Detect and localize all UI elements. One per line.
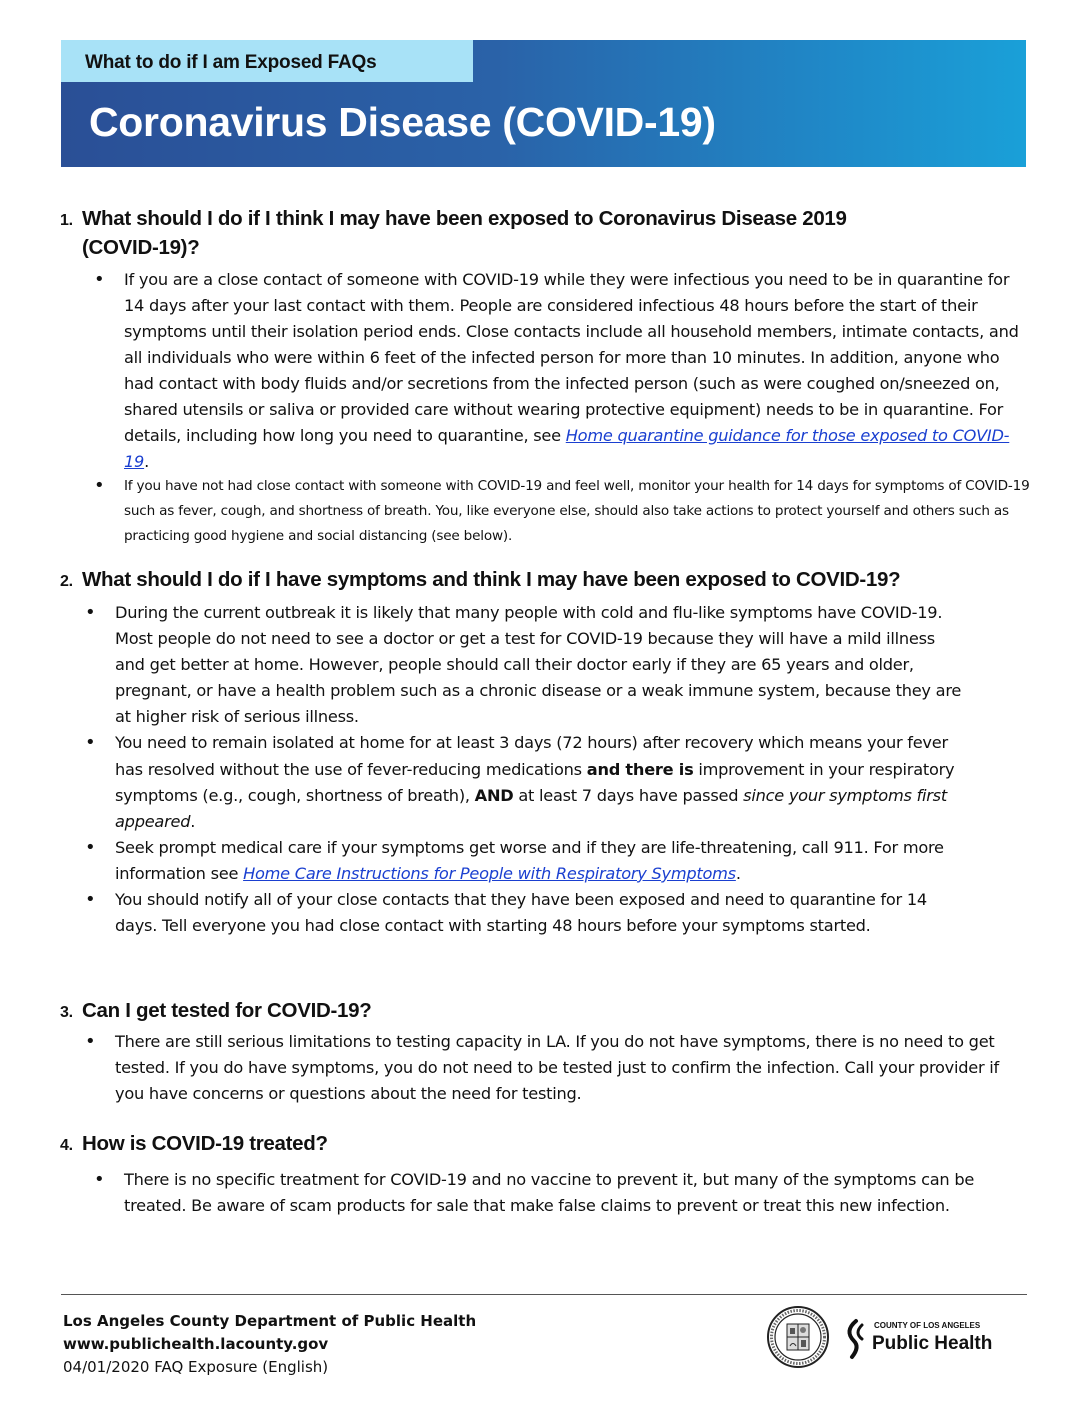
page-title: Coronavirus Disease (COVID-19)	[89, 99, 716, 145]
bullet-text: You should notify all of your close contacts that they have been exposed and need to quarantine for 14 days. Tell everyone you had close contact with starting 48 hours before your symptoms started.	[115, 890, 927, 936]
logo-top-text: COUNTY OF LOS ANGELES	[874, 1321, 981, 1330]
footer-divider	[61, 1294, 1027, 1295]
footer-org: Los Angeles County Department of Public Health	[63, 1312, 477, 1330]
list-item	[124, 1167, 1032, 1219]
public-health-logo	[842, 1313, 992, 1363]
bullet-punct: .	[190, 811, 196, 831]
list-item	[115, 835, 965, 887]
list-item	[115, 887, 965, 939]
question-number: 4.	[60, 1137, 73, 1154]
question-text: What should I do if I think I may have been exposed to Coronavirus Disease 2019	[82, 207, 847, 230]
bullet-text: Seek prompt medical care if your symptoms get worse and if they are life-threatening, call 911. For more information see	[115, 837, 944, 883]
header-tag: What to do if I am Exposed FAQs	[61, 40, 473, 82]
list-item	[124, 474, 1032, 548]
bullet-text: If you have not had close contact with someone with COVID-19 and feel well, monitor your health for 14 days for symptoms of COVID-19 such as fever, cough, and shortness of breath. You, like everyone else, should also take actions to protect yourself and others such as practicing good hygiene and social distancing (see below).	[124, 478, 1030, 544]
bullet-text: at least 7 days have passed	[513, 785, 744, 805]
bullet-text: improvement in your respiratory symptoms (e.g., cough, shortness of breath),	[115, 759, 955, 805]
question-text: Can I get tested for COVID-19?	[82, 999, 372, 1022]
bullet-text: You need to remain isolated at home for at least 3 days (72 hours) after recovery which means your fever has resolved without the use of fever-reducing medications	[115, 733, 948, 779]
question-number: 2.	[60, 573, 73, 590]
question-4	[60, 1130, 1040, 1159]
question-text: How is COVID-19 treated?	[82, 1132, 328, 1155]
question-1	[60, 205, 1040, 261]
bullet-text: There are still serious limitations to testing capacity in LA. If you do not have symptoms, there is no need to get tested. If you do have symptoms, you do not need to be tested just to confirm the infection. Call your provider if you have concerns or questions about the need for testing.	[115, 1032, 999, 1104]
question-number: 1.	[60, 212, 73, 229]
home-quarantine-guidance-link[interactable]: Home quarantine guidance for those exposed to COVID-19	[124, 426, 1010, 471]
list-item	[115, 600, 965, 730]
logo-main-text: Public Health	[872, 1333, 992, 1354]
bullet-italic: since your symptoms first appeared	[115, 785, 947, 831]
section-4-bullets	[124, 1167, 1032, 1219]
footer-url[interactable]: www.publichealth.lacounty.gov	[63, 1335, 329, 1353]
section-1-bullets	[124, 267, 1032, 548]
list-item	[115, 1029, 1030, 1107]
bullet-bold: and there is	[586, 759, 694, 779]
question-text-continued: (COVID-19)?	[82, 236, 200, 259]
header-banner	[61, 40, 1026, 167]
footer-date: 04/01/2020 FAQ Exposure (English)	[63, 1358, 329, 1376]
question-2	[60, 566, 1040, 595]
bullet-text: There is no specific treatment for COVID-19 and no vaccine to prevent it, but many of the symptoms can be treated. Be aware of scam products for sale that make false claims to prevent or treat this new infection.	[124, 1170, 975, 1216]
list-item	[115, 730, 965, 834]
bullet-punct: .	[144, 452, 150, 471]
bullet-text: During the current outbreak it is likely that many people with cold and flu-like symptoms have COVID-19. Most people do not need to see a doctor or get a test for COVID-19 because they will have a mild illness and get better at home. However, people should call their doctor early if they are 65 years and older, pregnant, or have a health problem such as a chronic disease or a weak immune system, because they are at higher risk of serious illness.	[115, 603, 962, 727]
bullet-bold: AND	[474, 785, 514, 805]
question-number: 3.	[60, 1004, 73, 1021]
footer	[63, 1310, 476, 1379]
home-care-instructions-link[interactable]: Home Care Instructions for People with Respiratory Symptoms	[243, 863, 736, 883]
county-seal-icon	[766, 1305, 830, 1369]
bullet-text: If you are a close contact of someone with COVID-19 while they were infectious you need to be in quarantine for 14 days after your last contact with them. People are considered infectious 48 hours before the start of their symptoms until their isolation period ends. Close contacts include all household members, intimate contacts, and all individuals who were within 6 feet of the infected person for more than 10 minutes. In addition, anyone who had contact with body fluids and/or secretions from the infected person (such as were coughed on/sneezed on, shared utensils or saliva or provided care without wearing protective equipment) needs to be in quarantine. For details, including how long you need to quarantine, see	[124, 270, 1019, 445]
bullet-punct: .	[735, 863, 741, 883]
question-3	[60, 997, 1040, 1026]
section-2-bullets	[115, 600, 965, 939]
list-item	[124, 267, 1032, 475]
section-3-bullets	[115, 1029, 1030, 1107]
question-text: What should I do if I have symptoms and think I may have been exposed to COVID-19?	[82, 568, 901, 591]
